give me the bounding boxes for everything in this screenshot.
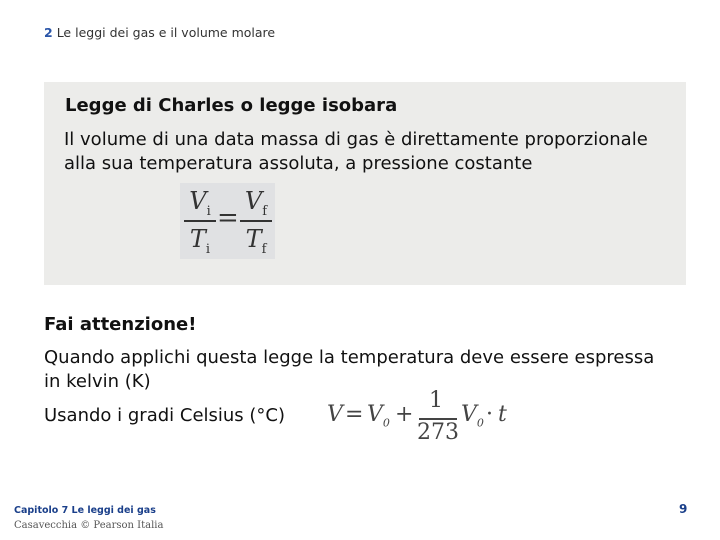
formula2-numerator: 1	[429, 388, 443, 413]
celsius-formula	[325, 388, 515, 446]
section-number: 2	[44, 25, 53, 40]
formula-denominator-right: $T_f$	[245, 225, 267, 257]
page-number: 9	[679, 502, 688, 516]
formula2-denominator: 273	[417, 420, 459, 445]
formula-numerator-left: $V_i$	[189, 187, 211, 219]
footer-chapter: Capitolo 7 Le leggi dei gas	[14, 505, 156, 516]
formula-equals: =	[217, 203, 239, 233]
formula2-v0-second: $V_0$	[461, 402, 484, 430]
section-title: Le leggi dei gas e il volume molare	[56, 25, 276, 40]
formula2-t: t	[498, 402, 507, 427]
law-title: Legge di Charles o legge isobara	[65, 95, 398, 116]
formula2-equals: =	[345, 402, 364, 427]
law-definition: Il volume di una data massa di gas è direttamente proporzionale alla sua temperatura assoluta, a pressione costante	[64, 129, 648, 174]
warning-title: Fai attenzione!	[44, 314, 197, 335]
warning-text: Quando applichi questa legge la temperatura deve essere espressa in kelvin (K)	[44, 347, 655, 392]
fraction-bar-right	[240, 220, 272, 222]
formula2-dot: ·	[486, 402, 493, 427]
fraction-bar-left	[184, 220, 216, 222]
formula2-plus: +	[395, 402, 414, 427]
formula2-v0: $V_0$	[367, 402, 390, 430]
footer-copyright: Casavecchia © Pearson Italia	[14, 520, 164, 531]
formula2-v: V	[327, 402, 343, 427]
celsius-note: Usando i gradi Celsius (°C)	[44, 405, 286, 426]
charles-law-formula	[180, 183, 275, 259]
formula-denominator-left: $T_i$	[189, 225, 211, 257]
formula-numerator-right: $V_f$	[244, 187, 268, 219]
slide-header	[44, 25, 275, 40]
